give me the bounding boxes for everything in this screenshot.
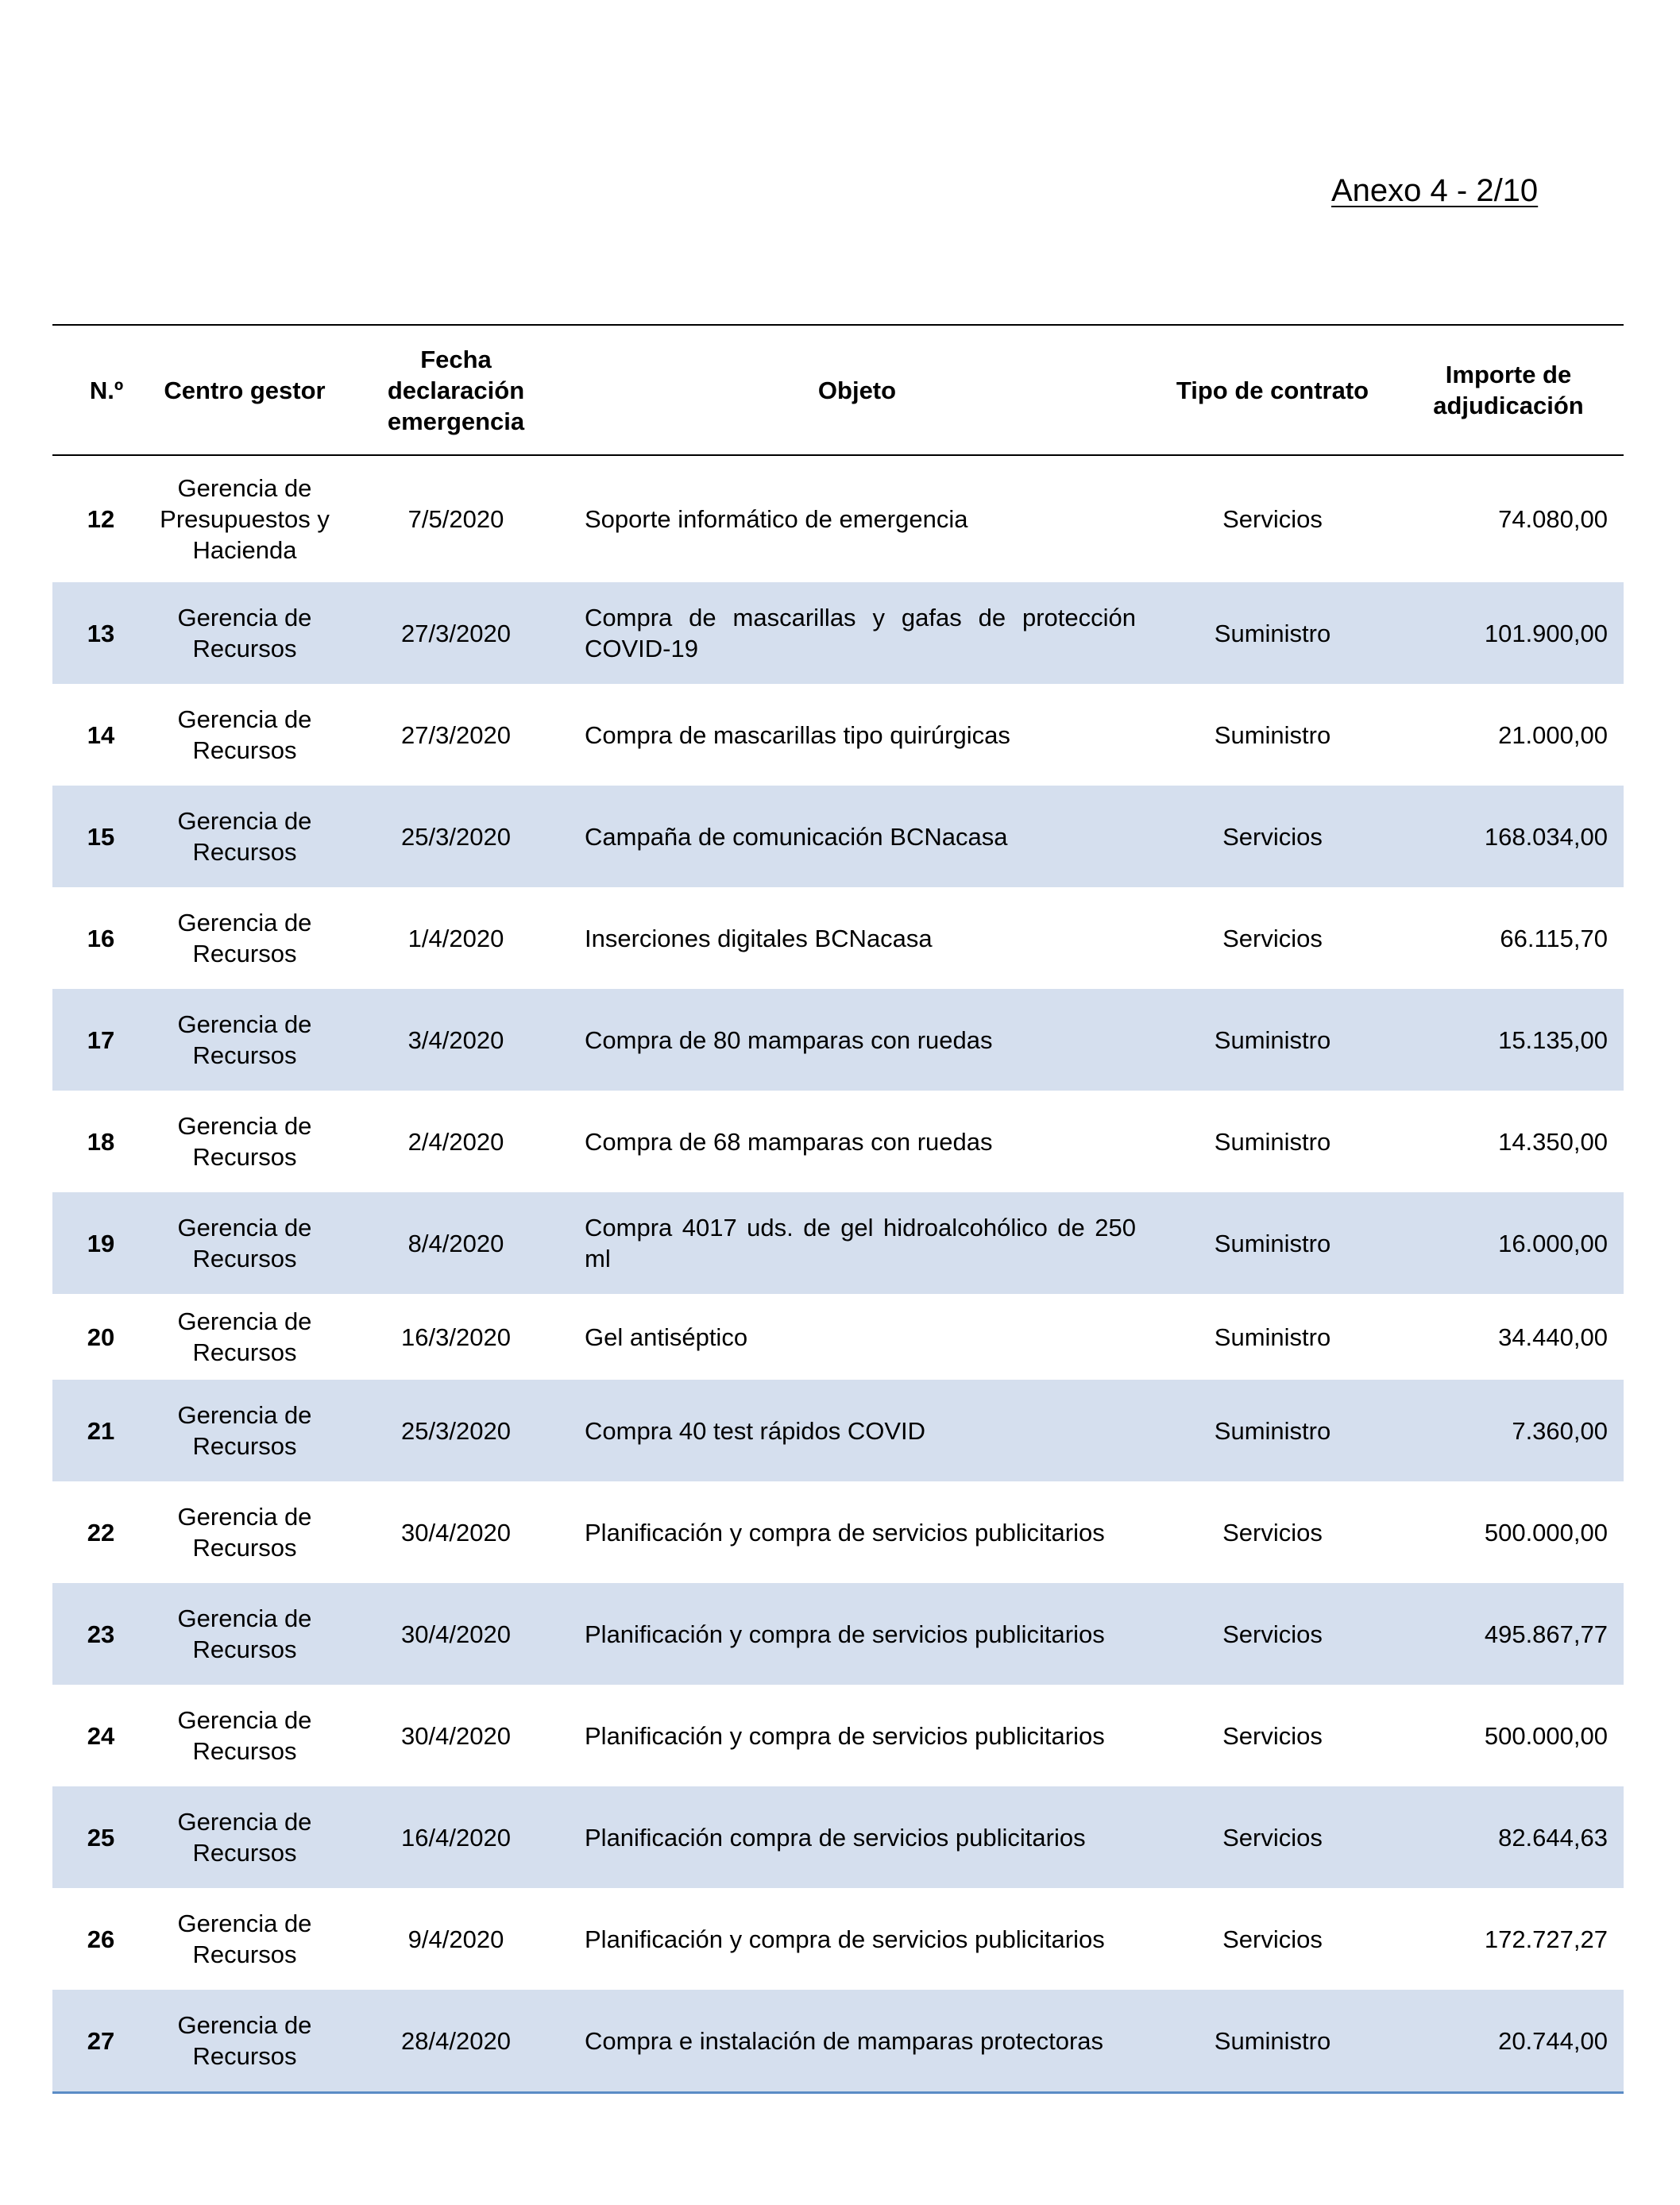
cell-fecha: 25/3/2020 <box>401 822 511 851</box>
cell-tipo-contrato: Servicios <box>1222 1925 1323 1953</box>
cell-objeto: Planificación y compra de servicios publicitarios <box>585 1925 1105 1953</box>
cell-tipo-contrato: Suministro <box>1214 2026 1331 2055</box>
contracts-table-container <box>52 324 1624 2094</box>
cell-importe: 101.900,00 <box>1484 619 1608 647</box>
cell-fecha: 30/4/2020 <box>401 1721 511 1750</box>
table-row <box>52 1583 1624 1685</box>
cell-fecha: 2/4/2020 <box>407 1127 504 1156</box>
cell-num: 18 <box>87 1127 115 1156</box>
cell-fecha: 9/4/2020 <box>407 1925 504 1953</box>
table-row <box>52 1786 1624 1888</box>
cell-num: 22 <box>87 1518 115 1547</box>
header-importe: Importe de adjudicación <box>1433 361 1584 419</box>
annex-title: Anexo 4 - 2/10 <box>1331 173 1539 208</box>
table-row <box>52 1091 1624 1192</box>
cell-num: 24 <box>87 1721 115 1750</box>
cell-importe: 172.727,27 <box>1484 1925 1608 1953</box>
cell-num: 26 <box>87 1925 115 1953</box>
cell-num: 27 <box>87 2026 115 2055</box>
cell-num: 13 <box>87 619 115 647</box>
cell-tipo-contrato: Servicios <box>1222 924 1323 952</box>
table-header <box>52 325 1624 455</box>
table-row <box>52 887 1624 989</box>
cell-importe: 74.080,00 <box>1498 505 1608 533</box>
cell-importe: 21.000,00 <box>1498 720 1608 749</box>
cell-fecha: 8/4/2020 <box>407 1229 504 1257</box>
cell-importe: 66.115,70 <box>1500 924 1608 952</box>
table-row <box>52 1192 1624 1294</box>
cell-objeto: Gel antiséptico <box>585 1323 748 1351</box>
cell-num: 15 <box>87 822 115 851</box>
cell-num: 14 <box>87 720 115 749</box>
cell-importe: 16.000,00 <box>1498 1229 1608 1257</box>
cell-objeto: Campaña de comunicación BCNacasa <box>585 822 1008 851</box>
cell-objeto: Inserciones digitales BCNacasa <box>585 924 933 952</box>
cell-importe: 20.744,00 <box>1498 2026 1608 2055</box>
table-row <box>52 1380 1624 1481</box>
cell-objeto: Planificación y compra de servicios publicitarios <box>585 1721 1105 1750</box>
cell-objeto: Compra 40 test rápidos COVID <box>585 1416 926 1445</box>
cell-centro-gestor: Gerencia de Recursos <box>177 1808 312 1867</box>
table-row <box>52 786 1624 887</box>
table-row <box>52 1294 1624 1380</box>
cell-centro-gestor: Gerencia de Recursos <box>177 604 312 662</box>
table-row <box>52 582 1624 684</box>
header-fecha-declaracion: Fecha declaración emergencia <box>387 345 525 435</box>
cell-fecha: 16/4/2020 <box>401 1823 511 1852</box>
cell-centro-gestor: Gerencia de Recursos <box>177 1214 312 1272</box>
contracts-table <box>52 324 1624 2091</box>
cell-objeto: Planificación y compra de servicios publicitarios <box>585 1620 1105 1648</box>
cell-objeto: Planificación y compra de servicios publicitarios <box>585 1518 1105 1547</box>
cell-centro-gestor: Gerencia de Presupuestos y Hacienda <box>160 474 330 564</box>
cell-num: 20 <box>87 1323 115 1351</box>
table-row <box>52 989 1624 1091</box>
cell-tipo-contrato: Servicios <box>1222 505 1323 533</box>
table-row <box>52 455 1624 582</box>
cell-importe: 495.867,77 <box>1484 1620 1608 1648</box>
table-row <box>52 1990 1624 2091</box>
cell-centro-gestor: Gerencia de Recursos <box>177 1112 312 1171</box>
cell-num: 21 <box>87 1416 115 1445</box>
cell-objeto: Compra de mascarillas tipo quirúrgicas <box>585 720 1010 749</box>
cell-fecha: 7/5/2020 <box>407 505 504 533</box>
header-tipo-contrato: Tipo de contrato <box>1176 376 1369 404</box>
cell-importe: 14.350,00 <box>1498 1127 1608 1156</box>
cell-fecha: 27/3/2020 <box>401 720 511 749</box>
cell-importe: 500.000,00 <box>1484 1518 1608 1547</box>
cell-num: 12 <box>87 505 115 533</box>
cell-centro-gestor: Gerencia de Recursos <box>177 705 312 764</box>
cell-objeto: Compra 4017 uds. de gel hidroalcohólico de 250 ml <box>585 1214 1136 1272</box>
table-row <box>52 684 1624 786</box>
cell-fecha: 30/4/2020 <box>401 1518 511 1547</box>
cell-tipo-contrato: Suministro <box>1214 1025 1331 1054</box>
cell-tipo-contrato: Suministro <box>1214 619 1331 647</box>
cell-fecha: 1/4/2020 <box>407 924 504 952</box>
cell-objeto: Compra e instalación de mamparas protectoras <box>585 2026 1104 2055</box>
cell-fecha: 25/3/2020 <box>401 1416 511 1445</box>
table-row <box>52 1888 1624 1990</box>
cell-num: 19 <box>87 1229 115 1257</box>
cell-tipo-contrato: Suministro <box>1214 1229 1331 1257</box>
cell-tipo-contrato: Suministro <box>1214 1323 1331 1351</box>
table-row <box>52 1481 1624 1583</box>
table-body <box>52 455 1624 2091</box>
cell-centro-gestor: Gerencia de Recursos <box>177 807 312 866</box>
cell-tipo-contrato: Suministro <box>1214 1127 1331 1156</box>
header-objeto: Objeto <box>817 376 897 404</box>
table-bottom-rule <box>52 2091 1624 2094</box>
cell-centro-gestor: Gerencia de Recursos <box>177 1401 312 1460</box>
cell-tipo-contrato: Suministro <box>1214 720 1331 749</box>
header-row <box>52 325 1624 455</box>
cell-num: 16 <box>87 924 115 952</box>
cell-tipo-contrato: Servicios <box>1222 1823 1323 1852</box>
cell-objeto: Compra de 68 mamparas con ruedas <box>585 1127 993 1156</box>
cell-objeto: Compra de 80 mamparas con ruedas <box>585 1025 993 1054</box>
cell-fecha: 16/3/2020 <box>401 1323 511 1351</box>
cell-centro-gestor: Gerencia de Recursos <box>177 1605 312 1663</box>
cell-importe: 34.440,00 <box>1498 1323 1608 1351</box>
header-num: N.º <box>89 376 124 404</box>
cell-centro-gestor: Gerencia de Recursos <box>177 909 312 967</box>
cell-tipo-contrato: Suministro <box>1214 1416 1331 1445</box>
cell-importe: 15.135,00 <box>1498 1025 1608 1054</box>
cell-fecha: 3/4/2020 <box>407 1025 504 1054</box>
cell-num: 17 <box>87 1025 115 1054</box>
cell-centro-gestor: Gerencia de Recursos <box>177 2011 312 2070</box>
cell-tipo-contrato: Servicios <box>1222 822 1323 851</box>
cell-num: 25 <box>87 1823 115 1852</box>
cell-fecha: 28/4/2020 <box>401 2026 511 2055</box>
header-centro-gestor: Centro gestor <box>164 376 326 404</box>
table-row <box>52 1685 1624 1786</box>
cell-objeto: Compra de mascarillas y gafas de protección COVID-19 <box>585 604 1136 662</box>
cell-centro-gestor: Gerencia de Recursos <box>177 1010 312 1069</box>
cell-importe: 7.360,00 <box>1512 1416 1608 1445</box>
cell-importe: 82.644,63 <box>1498 1823 1608 1852</box>
cell-centro-gestor: Gerencia de Recursos <box>177 1910 312 1968</box>
cell-importe: 500.000,00 <box>1484 1721 1608 1750</box>
cell-tipo-contrato: Servicios <box>1222 1620 1323 1648</box>
cell-objeto: Planificación compra de servicios publicitarios <box>585 1823 1086 1852</box>
cell-objeto: Soporte informático de emergencia <box>585 505 968 533</box>
cell-fecha: 27/3/2020 <box>401 619 511 647</box>
cell-num: 23 <box>87 1620 115 1648</box>
cell-centro-gestor: Gerencia de Recursos <box>177 1307 312 1366</box>
cell-tipo-contrato: Servicios <box>1222 1518 1323 1547</box>
cell-centro-gestor: Gerencia de Recursos <box>177 1503 312 1562</box>
cell-centro-gestor: Gerencia de Recursos <box>177 1706 312 1765</box>
cell-fecha: 30/4/2020 <box>401 1620 511 1648</box>
cell-tipo-contrato: Servicios <box>1222 1721 1323 1750</box>
cell-importe: 168.034,00 <box>1484 822 1608 851</box>
